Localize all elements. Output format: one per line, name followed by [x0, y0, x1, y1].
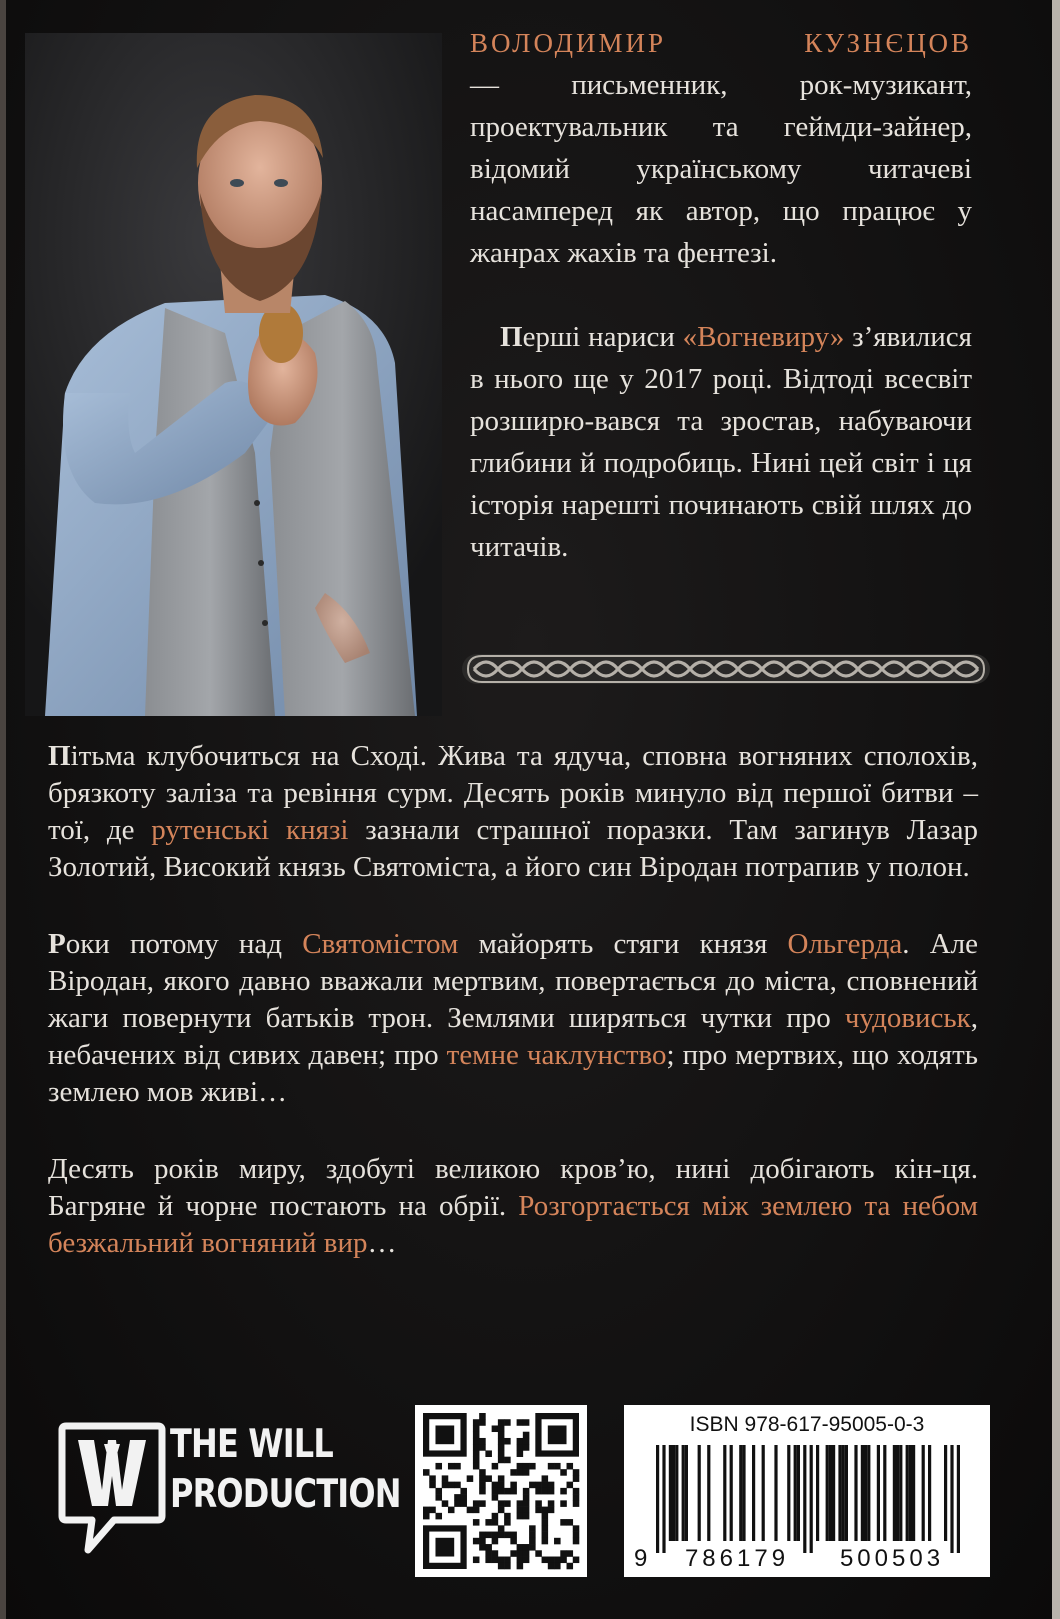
publisher-logo-icon	[58, 1420, 166, 1560]
author-photo	[25, 33, 442, 716]
cover-edge-right	[1052, 0, 1060, 1619]
blurb-paragraph-3	[48, 1151, 978, 1262]
ean-digits	[634, 1545, 980, 1573]
bio-paragraph-2	[470, 316, 972, 568]
bio-paragraph-2-text-a: ерші нариси	[522, 321, 683, 353]
publisher-name	[170, 1420, 401, 1520]
publisher-logo	[58, 1420, 401, 1560]
blurb-paragraph-2	[48, 926, 978, 1111]
isbn-label: ISBN 978-617-95005-0-3	[689, 1413, 925, 1436]
highlight-text: Святомістом	[302, 928, 459, 960]
celtic-knot-divider	[462, 650, 990, 688]
blurb-text: Десять років миру, здобуті великою кров’ю, нині добігають кін-ця. Багряне й чорне постають на обрії.	[48, 1153, 978, 1222]
bio-paragraph-1: — письменник, рок-музикант, проектувальник та геймди-зайнер, відомий українському читачеві насамперед як автор, що працює у жанрах жахів та фентезі.	[470, 69, 972, 269]
ean-first-digit: 9	[634, 1545, 648, 1572]
author-name	[470, 22, 972, 64]
publisher-name-line-2: PRODUCTION	[170, 1472, 401, 1517]
drop-cap: Р	[48, 928, 66, 960]
bio-paragraph-2-text-b: з’явилися в нього ще у 2017 році. Відтоді всесвіт розширю-вався та зростав, набуваючи глибини й подробиць. Нині цей світ і ця історія нарешті починають свій шлях до читачів.	[470, 321, 972, 563]
blurb-text: . Але Віродан, якого давно вважали мертвим, повертається до міста, сповнений жаги повернути батьків трон. Землями ширяться чутки про	[48, 928, 978, 1034]
cover-edge-left	[0, 0, 6, 1619]
blurb-text: , небачених від сивих давен; про	[48, 1002, 978, 1071]
author-bio	[470, 22, 972, 568]
qr-code	[415, 1405, 587, 1577]
author-first-name: ВОЛОДИМИР	[470, 28, 667, 58]
drop-cap: П	[48, 740, 71, 772]
blurb-text: зазнали страшної поразки. Там загинув Лазар Золотий, Високий князь Святоміста, а його син Віродан потрапив у полон.	[48, 814, 978, 883]
blurb-text: ітьма клубочиться на Сході. Жива та ядуча, сповна вогняних сполохів, брязкоту заліза та ревіння сурм. Десять років минуло від першої битви – тої, де	[48, 740, 978, 846]
ean-group-1: 786179	[684, 1545, 790, 1572]
blurb-text: …	[367, 1227, 397, 1259]
publisher-name-line-1: THE WILL	[170, 1422, 333, 1467]
series-title: «Вогневиру»	[682, 321, 845, 353]
book-blurb	[48, 738, 978, 1302]
drop-cap: П	[500, 321, 523, 353]
highlight-text: рутенські князі	[151, 814, 349, 846]
highlight-text: Ольгерда	[787, 928, 903, 960]
highlight-text: Розгортається між землею та небом безжальний вогняний вир	[48, 1190, 978, 1259]
ean-group-2: 500503	[839, 1545, 945, 1572]
author-last-name: КУЗНЄЦОВ	[804, 28, 972, 58]
highlight-text: чудовиськ	[844, 1002, 971, 1034]
blurb-paragraph-1	[48, 738, 978, 886]
blurb-text: майорять стяги князя	[458, 928, 788, 960]
highlight-text: темне чаклунство	[446, 1039, 667, 1071]
blurb-text: оки потому над	[65, 928, 303, 960]
isbn-barcode-block	[624, 1405, 990, 1577]
blurb-text: ; про мертвих, що ходять землею мов живі…	[48, 1039, 979, 1108]
